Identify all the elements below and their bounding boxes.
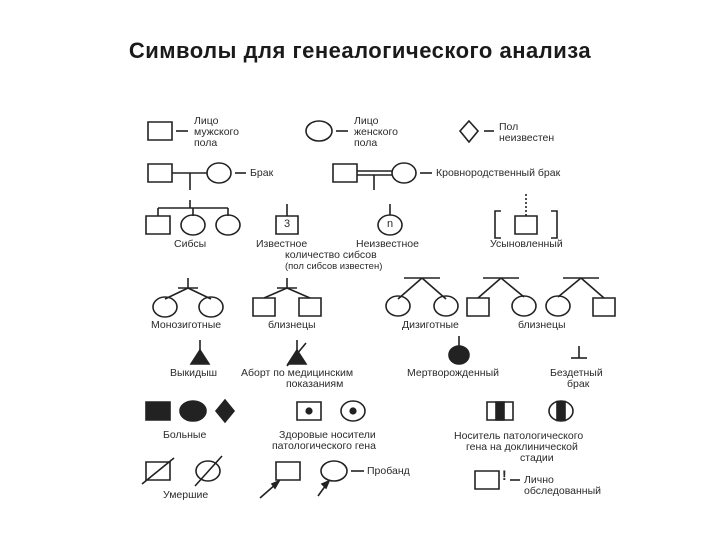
- mz-twin-circle-1: [153, 297, 177, 317]
- unknown-sex-label-2: неизвестен: [499, 132, 555, 144]
- female-label-1: Лицо: [354, 115, 379, 127]
- twins-label-1: близнецы: [268, 319, 316, 331]
- affected-circle: [180, 401, 206, 421]
- examined-label-2: обследованный: [524, 485, 601, 497]
- abortion-label-2: показаниям: [286, 378, 344, 390]
- carriers-label-2: патологического гена: [272, 440, 376, 452]
- female-count-letter: n: [386, 218, 394, 230]
- x-carrier-label-1: Носитель патологического: [454, 430, 584, 442]
- proband-circle: [321, 461, 347, 481]
- consanguineous-male-square: [333, 164, 357, 182]
- mz-twin-square-2: [299, 298, 321, 316]
- affected-square: [146, 402, 170, 420]
- mz-male-branch-right: [287, 288, 310, 298]
- dz-square-2: [593, 298, 615, 316]
- deceased-label: Умершие: [163, 489, 209, 501]
- proband-label: Пробанд: [367, 465, 410, 477]
- sibling-circle-2: [216, 215, 240, 235]
- marriage-label: Брак: [250, 167, 274, 179]
- adopted-label: Усыновленный: [490, 238, 563, 250]
- sibling-circle-1: [181, 215, 205, 235]
- examined-mark: !: [502, 467, 507, 483]
- carriers-label-1: Здоровые носители: [279, 429, 376, 441]
- examined-label-1: Лично: [524, 474, 554, 486]
- mz-twin-square-1: [253, 298, 275, 316]
- adopted-right-bracket: [551, 211, 557, 238]
- marriage-female-circle: [207, 163, 231, 183]
- female-circle-symbol: [306, 121, 332, 141]
- affected-diamond: [216, 400, 234, 422]
- proband-arrowhead-2: [322, 481, 329, 488]
- dz-branch-3a: [558, 278, 581, 297]
- examined-square: [475, 471, 499, 489]
- count-label-line3: (пол сибсов известен): [285, 261, 383, 272]
- male-count-digit: 3: [283, 218, 291, 230]
- male-label-2: мужского: [194, 126, 239, 138]
- male-label-3: пола: [194, 137, 218, 149]
- dz-branch-3b: [581, 278, 604, 298]
- x-carrier-label-3: стадии: [520, 452, 554, 464]
- count-label-line2: количество сибсов: [285, 249, 377, 261]
- unknown-count-label: Неизвестное: [356, 238, 419, 250]
- sibling-square: [146, 216, 170, 234]
- adopted-square: [515, 216, 537, 234]
- dizygotic-label: Дизиготные: [402, 319, 459, 331]
- proband-square: [276, 462, 300, 480]
- carrier-circle-dot: [350, 408, 356, 414]
- abortion-label-1: Аборт по медицинским: [241, 367, 354, 379]
- dz-circle-4: [546, 296, 570, 316]
- twins-label-2: близнецы: [518, 319, 566, 331]
- known-count-label: Известное: [256, 238, 308, 250]
- unknown-sex-label-1: Пол: [499, 121, 519, 133]
- childless-label-2: брак: [567, 378, 590, 390]
- male-square-symbol: [148, 122, 172, 140]
- female-label-3: пола: [354, 137, 378, 149]
- consanguineous-female-circle: [392, 163, 416, 183]
- childless-label-1: Бездетный: [550, 367, 603, 379]
- unknown-sex-diamond-symbol: [460, 121, 478, 142]
- miscarriage-label: Выкидыш: [170, 367, 218, 379]
- marriage-male-square: [148, 164, 172, 182]
- female-label-2: женского: [354, 126, 398, 138]
- affected-label: Больные: [163, 429, 207, 441]
- siblings-label: Сибсы: [174, 238, 207, 250]
- mz-male-branch-left: [264, 288, 287, 298]
- male-label-1: Лицо: [194, 115, 219, 127]
- x-carrier-square-band: [496, 402, 504, 420]
- dz-circle-3: [512, 296, 536, 316]
- x-carrier-circle-band: [557, 402, 565, 421]
- consanguineous-label: Кровнородственный брак: [436, 167, 561, 179]
- page-title: Символы для генеалогического анализа: [128, 38, 592, 63]
- stillborn-label: Мертворожденный: [407, 367, 499, 379]
- x-carrier-label-2: гена на доклинической: [466, 441, 578, 453]
- mz-twin-circle-2: [199, 297, 223, 317]
- stillborn-circle: [449, 346, 469, 364]
- monozygotic-label: Монозиготные: [151, 319, 222, 331]
- dz-square-1: [467, 298, 489, 316]
- dz-branch-2a: [478, 278, 501, 298]
- dz-branch-2b: [501, 278, 524, 297]
- carrier-square-dot: [306, 408, 312, 414]
- adopted-left-bracket: [495, 211, 501, 238]
- miscarriage-triangle: [191, 350, 209, 364]
